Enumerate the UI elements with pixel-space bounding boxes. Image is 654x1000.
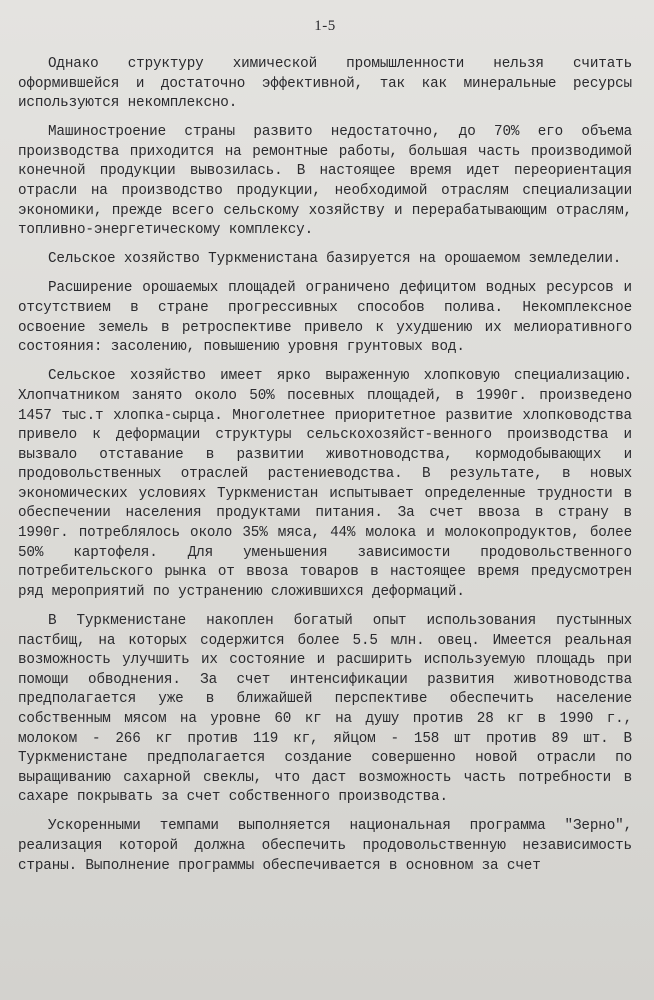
paragraph-cotton-specialization: Сельское хозяйство имеет ярко выраженную хлопковую специализацию. Хлопчатником занято около 50% посевных площадей, в 1990г. произведено 1457 тыс.т хлопка-сырца. Многолетнее приоритетное развитие хлопководства привело к деформации структуры сельскохозяйст-венного производства и вызвало отставание в развитии животноводства, кормодобывающих и продовольственных отраслей растениеводства. В результате, в новых экономических условиях Туркменистан испытывает определенные трудности в обеспечении населения продуктами питания. За счет ввоза в страну в 1990г. потреблялось около 35% мяса, 44% молока и молокопродуктов, более 50% картофеля. Для уменьшения зависимости продовольственного потребительского рынка от ввоза товаров в настоящее время предусмотрен ряд мероприятий по устранению сложившихся деформаций. xyxy=(18,368,632,600)
paragraph-irrigation: Расширение орошаемых площадей ограничено дефицитом водных ресурсов и отсутствием в стране прогрессивных способов полива. Некомплексное освоение земель в ретроспективе привело к ухудшению их мелиоративного состояния: засолению, повышению уровня грунтовых вод. xyxy=(18,280,632,356)
paragraph-pastures-livestock: В Туркменистане накоплен богатый опыт использования пустынных пастбищ, на которых содержится более 5.5 млн. овец. Имеется реальная возможность улучшить их состояние и расширить используемую площадь при помощи обводнения. За счет интенсификации развития животноводства предполагается уже в ближайшей перспективе обеспечить население собственным мясом на уровне 60 кг на душу против 28 кг в 1990 г., молоком - 266 кг против 119 кг, яйцом - 158 шт против 89 шт. В Туркменистане предполагается создание совершенно новой отрасли по выращиванию сахарной свеклы, что даст возможность часть потребности в сахаре покрывать за счет собственного производства. xyxy=(18,612,632,806)
paragraph-grain-program: Ускоренными темпами выполняется национальная программа "Зерно", реализация которой должна обеспечить продовольственную независимость страны. Выполнение программы обеспечивается в основном за счет xyxy=(18,818,632,874)
paragraph-machine-building: Машиностроение страны развито недостаточно, до 70% его объема производства приходится на ремонтные работы, большая часть производимой конечной продукции вывозилась. В настоящее время идет переориентация отрасли на производство продукции, необходимой отраслям специализации экономики, прежде всего сельскому хозяйству и перерабатывающим отраслям, топливно-энергетическому комплексу. xyxy=(18,124,632,239)
page-number: 1-5 xyxy=(314,18,336,34)
paragraph-agriculture: Сельское хозяйство Туркменистана базируется на орошаемом земледелии. xyxy=(48,251,622,268)
paragraph-chemical-industry: Однако структуру химической промышленности нельзя считать оформившейся и достаточно эффективной, так как минеральные ресурсы используются некомплексно. xyxy=(18,56,632,112)
